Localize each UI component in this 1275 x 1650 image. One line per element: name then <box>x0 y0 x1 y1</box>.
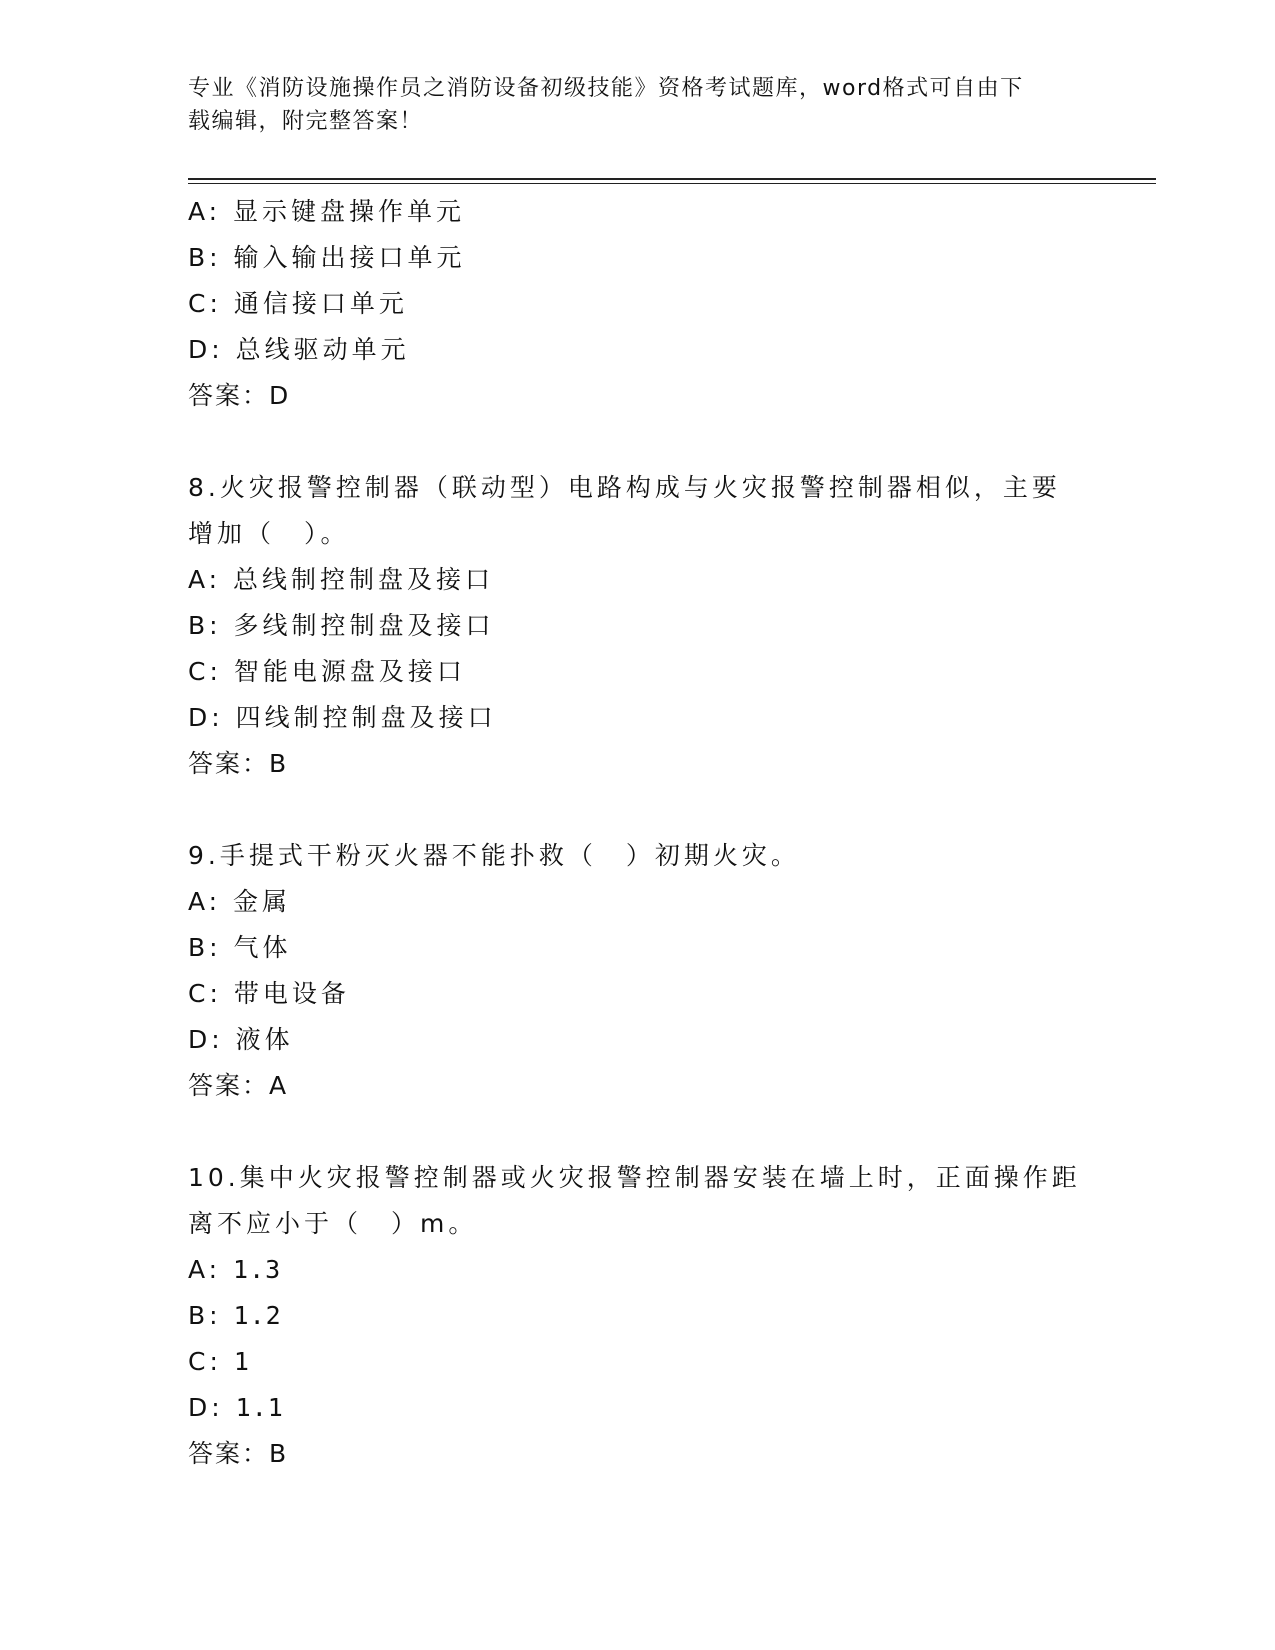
option-b: B: 1.2 <box>188 1301 282 1330</box>
option-a: A: 金属 <box>188 887 292 916</box>
header-line-1: 专业《消防设施操作员之消防设备初级技能》资格考试题库，word格式可自由下 <box>188 76 1024 101</box>
question-text-line-1: 9.手提式干粉灭火器不能扑救（ ）初期火灾。 <box>188 841 800 870</box>
header-line-2: 载编辑，附完整答案！ <box>188 109 424 134</box>
document-header <box>188 72 1068 138</box>
question-block-8 <box>188 465 1088 787</box>
spacer <box>188 787 1088 833</box>
option-c: C: 智能电源盘及接口 <box>188 657 466 686</box>
answer-line: 答案：B <box>188 1439 289 1468</box>
option-a: A: 总线制控制盘及接口 <box>188 565 495 594</box>
spacer <box>188 419 1088 465</box>
question-block-9 <box>188 833 1088 1109</box>
option-a: A: 显示键盘操作单元 <box>188 197 466 226</box>
question-text-line-1: 8.火灾报警控制器（联动型）电路构成与火灾报警控制器相似，主要 <box>188 473 1061 502</box>
option-d: D: 液体 <box>188 1025 294 1054</box>
question-text-line-2: 增加（ ）。 <box>188 519 350 548</box>
answer-line: 答案：B <box>188 749 289 778</box>
answer-line: 答案：D <box>188 381 291 410</box>
question-list <box>188 189 1088 1477</box>
question-text-line-1: 10.集中火灾报警控制器或火灾报警控制器安装在墙上时，正面操作距 <box>188 1163 1081 1192</box>
option-c: C: 带电设备 <box>188 979 350 1008</box>
spacer <box>188 1109 1088 1155</box>
answer-line: 答案：A <box>188 1071 289 1100</box>
question-block-10 <box>188 1155 1088 1477</box>
option-b: B: 输入输出接口单元 <box>188 243 466 272</box>
question-block-7 <box>188 189 1088 419</box>
question-text-line-2: 离不应小于（ ）m。 <box>188 1209 478 1238</box>
header-divider <box>188 178 1156 184</box>
option-d: D: 1.1 <box>188 1393 284 1422</box>
option-c: C: 1 <box>188 1347 250 1376</box>
option-c: C: 通信接口单元 <box>188 289 408 318</box>
option-b: B: 多线制控制盘及接口 <box>188 611 495 640</box>
option-d: D: 四线制控制盘及接口 <box>188 703 497 732</box>
option-b: B: 气体 <box>188 933 292 962</box>
option-a: A: 1.3 <box>188 1255 282 1284</box>
option-d: D: 总线驱动单元 <box>188 335 410 364</box>
